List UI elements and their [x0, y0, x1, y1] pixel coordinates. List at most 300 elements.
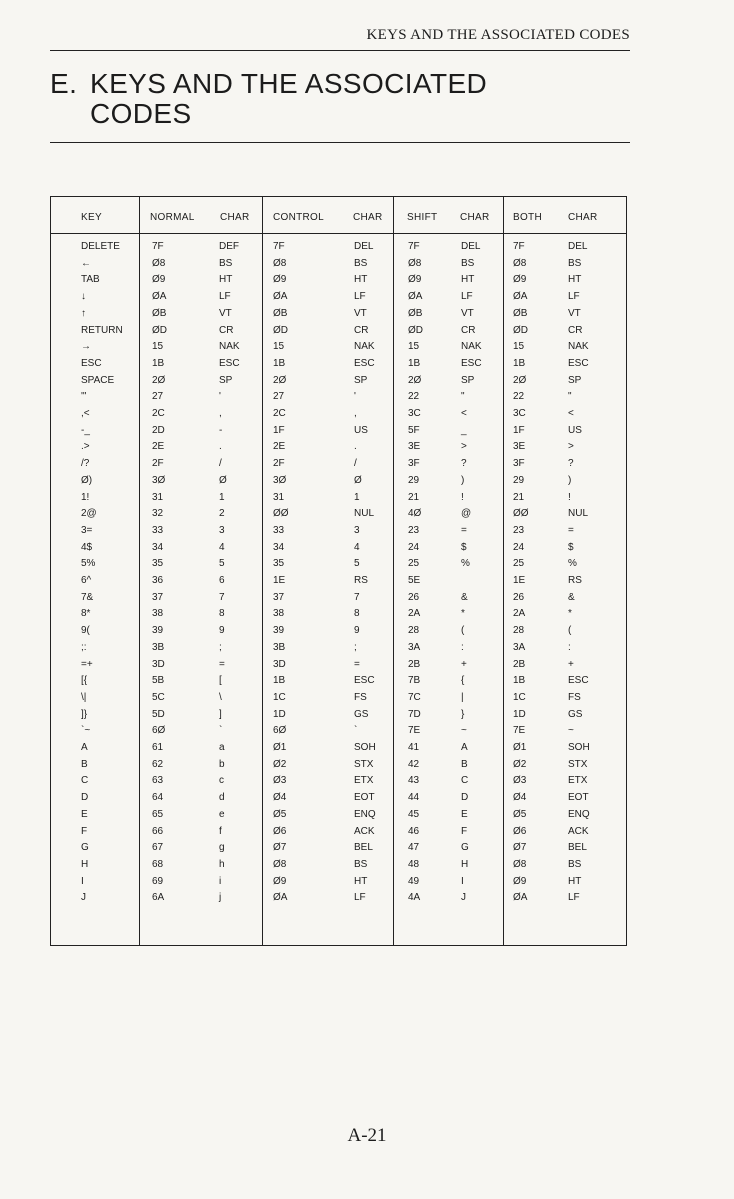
both-code: 3C — [513, 408, 526, 419]
control-char: SP — [354, 374, 368, 386]
control-code: 27 — [273, 391, 285, 403]
shift-char: ? — [461, 458, 467, 470]
normal-char: ' — [219, 391, 221, 403]
shift-code: 21 — [408, 491, 420, 503]
both-char: GS — [568, 708, 583, 720]
control-code: 2E — [273, 441, 286, 453]
both-code: 1B — [513, 675, 526, 687]
both-char: HT — [568, 875, 582, 887]
control-char: 7 — [354, 591, 360, 603]
shift-char: ~ — [461, 725, 467, 737]
control-char: . — [354, 441, 357, 453]
key-name: G — [81, 842, 89, 854]
both-code: 28 — [513, 625, 525, 637]
key-name: ESC — [81, 357, 102, 369]
shift-char: { — [461, 675, 465, 687]
both-code: 2A — [513, 608, 526, 620]
normal-char: a — [219, 742, 225, 753]
normal-char: f — [219, 825, 222, 837]
control-code: Ø5 — [273, 808, 287, 820]
normal-code: 6Ø — [152, 725, 166, 737]
control-char: LF — [354, 892, 366, 904]
both-char: ) — [568, 474, 572, 486]
control-code: 3B — [273, 641, 286, 653]
both-char: ETX — [568, 775, 588, 787]
both-char: ? — [568, 458, 574, 470]
normal-code: 34 — [152, 541, 164, 553]
section-title-line1: KEYS AND THE ASSOCIATED — [90, 68, 488, 99]
normal-code: 36 — [152, 575, 164, 586]
both-char: + — [568, 658, 574, 670]
key-name: F — [81, 825, 88, 837]
both-code: 2Ø — [513, 374, 527, 386]
both-char: NUL — [568, 508, 589, 520]
normal-code: 62 — [152, 758, 164, 770]
shift-code: 2A — [408, 608, 421, 620]
control-code: Ø3 — [273, 775, 287, 787]
normal-char: c — [219, 775, 224, 787]
both-char: RS — [568, 575, 582, 586]
shift-code: 1B — [408, 357, 421, 369]
shift-code: 4Ø — [408, 508, 422, 520]
control-char: ; — [354, 641, 357, 653]
both-code: Ø9 — [513, 875, 527, 887]
normal-code: 2F — [152, 458, 164, 470]
shift-char: = — [461, 524, 467, 536]
key-name: E — [81, 808, 88, 820]
control-char: US — [354, 424, 368, 436]
control-code: Ø8 — [273, 858, 287, 870]
shift-char: @ — [461, 508, 472, 520]
both-code: Ø3 — [513, 775, 527, 787]
both-code: 15 — [513, 341, 525, 353]
shift-code: 25 — [408, 558, 420, 570]
control-code: Ø1 — [273, 742, 287, 753]
control-char: 8 — [354, 608, 360, 620]
normal-char: ; — [219, 641, 222, 653]
shift-char: LF — [461, 291, 473, 303]
normal-char: Ø — [219, 474, 227, 486]
page-number: A-21 — [347, 1125, 387, 1146]
key-name: =+ — [81, 658, 93, 670]
key-name: C — [81, 775, 89, 787]
control-code: Ø6 — [273, 825, 287, 837]
control-char: / — [354, 458, 357, 470]
key-name: 7& — [81, 591, 94, 603]
both-code: Ø9 — [513, 274, 527, 286]
control-code: 33 — [273, 524, 285, 536]
shift-code: 29 — [408, 474, 420, 486]
shift-char: C — [461, 775, 469, 787]
header-divider — [51, 233, 626, 234]
normal-char: \ — [219, 691, 222, 703]
both-char: * — [568, 608, 572, 620]
shift-char: J — [461, 892, 466, 904]
normal-code: 1B — [152, 357, 165, 369]
normal-code: 39 — [152, 625, 164, 637]
control-char: DEL — [354, 241, 374, 252]
normal-char: BS — [219, 257, 233, 269]
both-code: Ø4 — [513, 792, 527, 804]
shift-char: } — [461, 708, 465, 720]
control-char: ESC — [354, 357, 375, 369]
both-char: VT — [568, 307, 581, 319]
both-code: 1D — [513, 708, 526, 720]
shift-code: 42 — [408, 758, 420, 770]
normal-char: g — [219, 842, 225, 854]
both-char: % — [568, 558, 577, 570]
normal-code: 6A — [152, 892, 165, 904]
normal-code: 61 — [152, 742, 164, 753]
control-code: Ø2 — [273, 758, 287, 770]
control-code: 39 — [273, 625, 285, 637]
control-char: 1 — [354, 491, 360, 503]
normal-char: VT — [219, 307, 232, 319]
key-name: [{ — [81, 675, 88, 687]
control-char: ` — [354, 725, 358, 737]
control-code: Ø9 — [273, 875, 287, 887]
both-char: ACK — [568, 825, 589, 837]
shift-char: G — [461, 842, 469, 854]
key-name: B — [81, 758, 88, 770]
key-name: Ø) — [81, 474, 93, 486]
control-char: VT — [354, 307, 367, 319]
both-code: 2B — [513, 658, 526, 670]
normal-code: 35 — [152, 558, 164, 570]
normal-code: 63 — [152, 775, 164, 787]
key-name: 6^ — [81, 575, 92, 586]
both-char: FS — [568, 691, 581, 703]
normal-code: 7F — [152, 241, 164, 252]
both-char: ESC — [568, 675, 589, 687]
key-name: ,< — [81, 408, 90, 419]
control-code: 3D — [273, 658, 286, 670]
control-char: 3 — [354, 524, 360, 536]
normal-char: 4 — [219, 541, 225, 553]
control-char: LF — [354, 291, 366, 303]
control-code: 38 — [273, 608, 285, 620]
key-name: ↑ — [81, 307, 86, 319]
both-char: : — [568, 641, 571, 653]
shift-code: 5E — [408, 575, 421, 586]
shift-code: ØD — [408, 324, 423, 336]
shift-char: A — [461, 742, 468, 753]
control-char: = — [354, 658, 360, 670]
both-char: ESC — [568, 357, 589, 369]
normal-char: b — [219, 758, 225, 770]
normal-char: 6 — [219, 575, 225, 586]
shift-char: I — [461, 875, 464, 887]
both-code: Ø7 — [513, 842, 527, 854]
both-code: Ø6 — [513, 825, 527, 837]
normal-char: - — [219, 424, 223, 436]
shift-char: % — [461, 558, 470, 570]
shift-code: 7E — [408, 725, 421, 737]
control-code: Ø7 — [273, 842, 287, 854]
shift-char: & — [461, 591, 468, 603]
shift-char: VT — [461, 307, 474, 319]
both-code: Ø8 — [513, 858, 527, 870]
control-char: NAK — [354, 341, 375, 353]
control-code: 7F — [273, 241, 285, 252]
both-char: EOT — [568, 792, 589, 804]
normal-char: h — [219, 858, 225, 870]
key-name: → — [81, 341, 91, 353]
key-name: 9( — [81, 625, 90, 637]
column-divider — [262, 197, 263, 945]
shift-code: 5F — [408, 424, 420, 436]
normal-char: NAK — [219, 341, 240, 353]
normal-char: 3 — [219, 524, 225, 536]
normal-char: = — [219, 658, 225, 670]
key-name: 1! — [81, 491, 90, 503]
control-char: ACK — [354, 825, 375, 837]
control-code: 1F — [273, 424, 285, 436]
shift-char: F — [461, 825, 468, 837]
column-divider — [393, 197, 394, 945]
normal-char: ` — [219, 725, 223, 737]
shift-code: 3C — [408, 408, 421, 419]
control-char: BS — [354, 257, 368, 269]
normal-code: 5B — [152, 675, 165, 687]
shift-char: | — [461, 691, 464, 703]
shift-char: E — [461, 808, 468, 820]
column-divider — [139, 197, 140, 945]
control-char: EOT — [354, 792, 375, 804]
both-char: ~ — [568, 725, 574, 737]
both-char: SP — [568, 374, 582, 386]
both-code: 1C — [513, 691, 526, 703]
normal-code: 69 — [152, 875, 164, 887]
normal-char: LF — [219, 291, 231, 303]
shift-code: 23 — [408, 524, 420, 536]
shift-char: D — [461, 792, 469, 804]
normal-char: 1 — [219, 491, 225, 503]
control-char: BS — [354, 858, 368, 870]
both-char: SOH — [568, 742, 590, 753]
header-control: CONTROL — [273, 212, 324, 223]
key-name: `~ — [81, 725, 91, 737]
both-code: 1F — [513, 424, 525, 436]
normal-code: 5D — [152, 708, 165, 720]
control-code: ØØ — [273, 508, 289, 520]
shift-char: ESC — [461, 357, 482, 369]
normal-code: 68 — [152, 858, 164, 870]
both-code: Ø5 — [513, 808, 527, 820]
both-code: Ø1 — [513, 742, 527, 753]
both-char: DEL — [568, 241, 588, 252]
control-char: SOH — [354, 742, 376, 753]
key-name: 8* — [81, 608, 91, 620]
normal-code: Ø8 — [152, 257, 166, 269]
normal-char: DEF — [219, 241, 239, 252]
shift-code: 4A — [408, 892, 421, 904]
shift-code: 15 — [408, 341, 420, 353]
shift-code: 43 — [408, 775, 420, 787]
key-name: ]} — [81, 708, 88, 720]
control-char: 9 — [354, 625, 360, 637]
key-name: 5% — [81, 558, 96, 570]
key-name: DELETE — [81, 241, 120, 252]
both-code: 3E — [513, 441, 526, 453]
shift-char: B — [461, 758, 468, 770]
shift-code: 45 — [408, 808, 420, 820]
both-code: 26 — [513, 591, 525, 603]
normal-char: i — [219, 875, 222, 887]
both-code: Ø2 — [513, 758, 527, 770]
key-name: A — [81, 742, 88, 753]
header-shift-char: CHAR — [460, 212, 490, 223]
control-char: , — [354, 408, 357, 419]
key-name: RETURN — [81, 324, 123, 336]
normal-code: 2C — [152, 408, 165, 419]
shift-code: 22 — [408, 391, 420, 403]
shift-code: 7F — [408, 241, 420, 252]
control-code: 1B — [273, 675, 286, 687]
normal-code: 3Ø — [152, 474, 166, 486]
normal-code: 32 — [152, 508, 164, 520]
both-code: ØØ — [513, 508, 529, 520]
both-char: NAK — [568, 341, 589, 353]
normal-char: 7 — [219, 591, 225, 603]
both-code: 7E — [513, 725, 526, 737]
both-char: BEL — [568, 842, 587, 854]
key-name: J — [81, 892, 86, 904]
both-code: ØA — [513, 291, 528, 303]
control-code: 15 — [273, 341, 285, 353]
control-char: ENQ — [354, 808, 376, 820]
key-name: ;: — [81, 641, 87, 653]
control-char: GS — [354, 708, 369, 720]
both-code: 29 — [513, 474, 525, 486]
both-code: 1B — [513, 357, 526, 369]
control-code: Ø9 — [273, 274, 287, 286]
shift-code: 28 — [408, 625, 420, 637]
control-char: BEL — [354, 842, 373, 854]
control-code: ØA — [273, 892, 288, 904]
normal-char: 8 — [219, 608, 225, 620]
normal-char: SP — [219, 374, 233, 386]
normal-code: 66 — [152, 825, 164, 837]
control-code: 2F — [273, 458, 285, 470]
normal-code: 3B — [152, 641, 165, 653]
shift-code: 3A — [408, 641, 421, 653]
both-code: 24 — [513, 541, 525, 553]
both-code: 21 — [513, 491, 525, 503]
header-shift: SHIFT — [407, 212, 438, 223]
both-code: 3A — [513, 641, 526, 653]
shift-code: 2Ø — [408, 374, 422, 386]
both-code: ØD — [513, 324, 528, 336]
shift-code: 26 — [408, 591, 420, 603]
normal-char: , — [219, 408, 222, 419]
normal-char: ESC — [219, 357, 240, 369]
shift-code: 3F — [408, 458, 420, 470]
normal-code: 33 — [152, 524, 164, 536]
shift-code: 46 — [408, 825, 420, 837]
shift-code: 7B — [408, 675, 421, 687]
control-char: Ø — [354, 474, 362, 486]
normal-char: j — [219, 892, 222, 904]
both-char: US — [568, 424, 582, 436]
both-char: HT — [568, 274, 582, 286]
normal-code: 15 — [152, 341, 164, 353]
column-divider — [503, 197, 504, 945]
normal-char: [ — [219, 675, 222, 687]
both-char: $ — [568, 541, 574, 553]
key-name: 4$ — [81, 541, 93, 553]
shift-char: > — [461, 441, 467, 453]
shift-code: Ø9 — [408, 274, 422, 286]
both-char: = — [568, 524, 574, 536]
control-code: 2Ø — [273, 374, 287, 386]
section-number: E. — [50, 68, 78, 99]
both-code: 7F — [513, 241, 525, 252]
control-code: 37 — [273, 591, 285, 603]
control-char: HT — [354, 875, 368, 887]
both-char: BS — [568, 858, 582, 870]
both-char: CR — [568, 324, 583, 336]
header-rule — [50, 50, 630, 51]
normal-char: . — [219, 441, 222, 453]
key-code-table — [50, 196, 627, 946]
control-code: 1E — [273, 575, 286, 586]
shift-code: 2B — [408, 658, 421, 670]
shift-char: $ — [461, 541, 467, 553]
key-name: /? — [81, 458, 90, 470]
both-char: LF — [568, 892, 580, 904]
key-name: '" — [81, 391, 87, 403]
shift-code: 44 — [408, 792, 420, 804]
control-code: 1D — [273, 708, 286, 720]
shift-char: * — [461, 608, 465, 620]
key-name: 3= — [81, 524, 93, 536]
control-code: 1C — [273, 691, 286, 703]
shift-char: BS — [461, 257, 475, 269]
key-name: I — [81, 875, 84, 887]
section-title — [50, 69, 487, 129]
both-code: 23 — [513, 524, 525, 536]
control-char: ' — [354, 391, 356, 403]
both-char: ( — [568, 625, 572, 637]
both-char: ENQ — [568, 808, 590, 820]
shift-char: ( — [461, 625, 465, 637]
shift-code: 7D — [408, 708, 421, 720]
key-name: ← — [81, 257, 91, 269]
normal-code: 64 — [152, 792, 164, 804]
normal-char: d — [219, 792, 225, 804]
normal-code: ØA — [152, 291, 167, 303]
normal-code: 2D — [152, 424, 165, 436]
both-char: < — [568, 408, 574, 419]
normal-char: CR — [219, 324, 234, 336]
control-char: ESC — [354, 675, 375, 687]
both-code: 1E — [513, 575, 526, 586]
normal-char: 9 — [219, 625, 225, 637]
shift-code: 24 — [408, 541, 420, 553]
shift-code: ØA — [408, 291, 423, 303]
both-char: LF — [568, 291, 580, 303]
running-header: KEYS AND THE ASSOCIATED CODES — [366, 27, 630, 43]
title-rule — [50, 142, 630, 143]
key-name: -_ — [81, 424, 90, 436]
header-both: BOTH — [513, 212, 542, 223]
normal-code: 38 — [152, 608, 164, 620]
key-name: \| — [81, 691, 87, 703]
control-char: STX — [354, 758, 374, 770]
shift-code: 47 — [408, 842, 420, 854]
shift-char: SP — [461, 374, 475, 386]
